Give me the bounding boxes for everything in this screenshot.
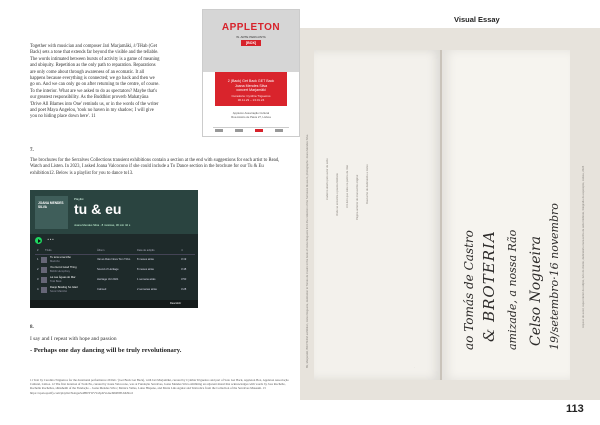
footer-label[interactable]: Descobrir (170, 302, 182, 305)
playlist-header (30, 190, 198, 234)
poster-red-panel (215, 72, 287, 106)
column-album[interactable]: Álbum (97, 249, 105, 252)
track-column-headers (35, 249, 195, 255)
poster-red-text: 2 (Back) Get Back GET Back Joana Mendes Silva concert Marjamäki (227, 79, 275, 93)
printed-line: Rascunho de dedicatória a Celso (366, 164, 369, 204)
handwriting-line: & BROTERIA (480, 230, 498, 342)
track-album: Heritage Vol 2021 (97, 278, 119, 281)
footnotes: 11 Text by Carolina Trigueiros for the durational performance áTělab / (Get Back Get Back), with Jari Marjamäki, curated by Cynthia Trigueiros and part of Solo Get Back, Appleton Box, Appleton Associação Cultural, Lisboa. 12 The first iteration of Tu & Eu, curated by Joana Valcocono, was at Fundação Serralves, Joana Mendes Silva exhibiting an adjacent mural that acknowledges with words by Joss Rochelle, Rochelle Rochelles, shinsheith of the Fundação – Joana Mendes Silva | Mónica Valles, Luísa Hispano, and Maria Lúis Aguiar and Telécolica from the Collection of the Serralves Museum. 13 https://open.spotify.com/playlist/3iAtgeZe4HDYWvYsZpKVoAwi9h9NPUt&Sbcd (30, 378, 289, 395)
column-date-added[interactable]: Data de adição (137, 249, 155, 252)
play-icon (38, 239, 41, 243)
printed-line: Página anterior do manuscrito original (356, 174, 359, 220)
track-album: Calmed (97, 288, 107, 291)
playlist-cover[interactable] (35, 196, 68, 229)
track-title: Lá nas Águas do Mar (50, 276, 76, 279)
poster-red-subtext: Curadoria: Cynthia Trigueiros 30.11.23 – 13.01.24 (231, 94, 271, 102)
page-number: 113 (566, 403, 584, 415)
playlist-screenshot (30, 190, 198, 308)
track-title: Danjo Bowling So Glad (50, 286, 78, 289)
track-artist: Toté Beat (50, 280, 62, 283)
track-thumbnail (41, 267, 47, 273)
track-title: Tu tens uma tribo (50, 256, 71, 259)
book-right-page (442, 50, 570, 380)
paragraph-1: Together with musician and composer Jari Marjamäki, ἐ/Tělab (Get Back) sets a tone that extends far beyond the visible and the tellable. The words intimated between bursts of activity is a game of meaning and ubiquity. Repetition as the only path to reparation. Reparations are only come about through awareness of an ecomatic. It all happens because everything is connected; we go back and then we go on. And we can only go on after returning to the centre, of course. To the interior. What are we asked to do as spectators? Maybe that's our greatest responsibility. As the Buddhist proverb Mahatyāna 'Drive All Blames into One' reminds us, or in the words of the writer and poet Maya Angelou, 'took no haven in my shadow; I will give you no hiding place down here'. 11 (30, 44, 160, 120)
closing-line-2: - Perhaps one day dancing will be truly revolutionary. (30, 347, 182, 354)
section-7-label: 7. (30, 148, 34, 153)
logo-mark (215, 129, 223, 132)
track-duration: 3:28 (181, 288, 187, 291)
poster-header (203, 10, 299, 72)
handwriting-line: amizade, a nossa Rão (506, 229, 519, 350)
track-row[interactable] (35, 276, 195, 285)
track-artist: Bobbi Humphrey (50, 270, 71, 273)
printed-line: Onde se encontra o poema Nobrete (336, 173, 339, 216)
column-title[interactable]: Título (45, 249, 52, 252)
playlist-type: Playlist (74, 197, 84, 201)
book-photograph (300, 28, 600, 400)
track-number: 2 (37, 268, 39, 271)
playlist-meta: Joana Mendes Silva · 8 músicas, 30 min 42 s (74, 223, 131, 227)
track-added: 8 meses atrás (137, 268, 154, 271)
track-artist: Marinho (50, 260, 60, 263)
exhibition-poster (202, 9, 300, 137)
playlist-controls (35, 237, 195, 245)
handwriting-line: Celso Nogueira (528, 236, 544, 346)
track-duration: 3:48 (181, 268, 187, 271)
left-page (30, 0, 300, 425)
book-left-page (314, 50, 442, 380)
more-options-icon[interactable]: ••• (47, 237, 55, 242)
track-number: 1 (37, 258, 39, 261)
poster-title: APPLETON (221, 22, 281, 33)
track-row[interactable] (35, 266, 195, 275)
logo-mark (275, 129, 283, 132)
track-number: 3 (37, 278, 39, 281)
track-added: 2 semanas atrás (137, 288, 157, 291)
handwriting-line: 19/setembro·16 novembro (548, 203, 561, 350)
printed-line: Caderno aberto pelo autor da série (326, 158, 329, 200)
track-thumbnail (41, 287, 47, 293)
section-label: Visual Essay (454, 15, 500, 24)
track-thumbnail (41, 257, 47, 263)
poster-subtitle: W. ARTE PERGUNTA (236, 35, 266, 39)
track-added: 1 semana atrás (137, 278, 156, 281)
column-duration[interactable]: ⏱ (181, 249, 184, 252)
track-album: Sound of Heritage (97, 268, 119, 271)
printed-line: Um livro que cabe na palma da mão (346, 164, 349, 208)
column-number: # (37, 249, 39, 252)
track-artist: Sonic Marinho (50, 290, 68, 293)
cover-text: JOANA MENDES SILVA (38, 201, 64, 209)
paragraph-2: The brochures for the Serralves Collections transient exhibitions contain a section at the end with suggestions for each artist to Read, Watch and Listen. In 2023, I asked Joana Valcocono if she could include a To Dance section in the brochure for our Tu & Eu exhibition12. Below is a playlist for you to dance to13. (30, 158, 280, 176)
track-row[interactable] (35, 256, 195, 265)
side-caption: Arquivo do autor, capa interior da edição, livro do cliente, dedicatória manuscrita da série Nobrete, fotografia da exposição, Lisboa, 2024 (582, 165, 585, 328)
logo-mark (255, 129, 263, 132)
handwriting-line: ao Tomás de Castro (462, 230, 476, 350)
player-footer (30, 300, 198, 308)
track-number: 4 (37, 288, 39, 291)
track-thumbnail (41, 277, 47, 283)
closing-line-1: I say and I repeat with hope and passion (30, 336, 117, 342)
play-button[interactable] (35, 237, 42, 244)
page-mark: · (414, 366, 415, 369)
playlist-title: tu & eu (74, 201, 122, 217)
logo-mark (235, 129, 243, 132)
track-title: You Got A Good Thing (50, 266, 77, 269)
section-8-label: 8. (30, 325, 34, 330)
track-duration: 3:19 (181, 258, 187, 261)
side-caption: Bk, Marjamäki, BROTERIA exhibition, Celso Nogueira, dedication to Tomás de Castro in the book of Celso Nogueira from the collection of the Serralves Museum, photographs: Joana Mendes Silva (306, 134, 309, 368)
track-album: Vai ao Raio Nova Tom Tribo (97, 258, 131, 261)
poster-logos (213, 127, 289, 133)
track-duration: 3:50 (181, 278, 187, 281)
poster-badge: [BOX] (241, 40, 261, 46)
poster-info: Appleton Associação Cultural Rua Acácio de Paiva 27, Lisboa (231, 111, 271, 119)
track-added: 8 meses atrás (137, 258, 154, 261)
track-row[interactable] (35, 286, 195, 295)
